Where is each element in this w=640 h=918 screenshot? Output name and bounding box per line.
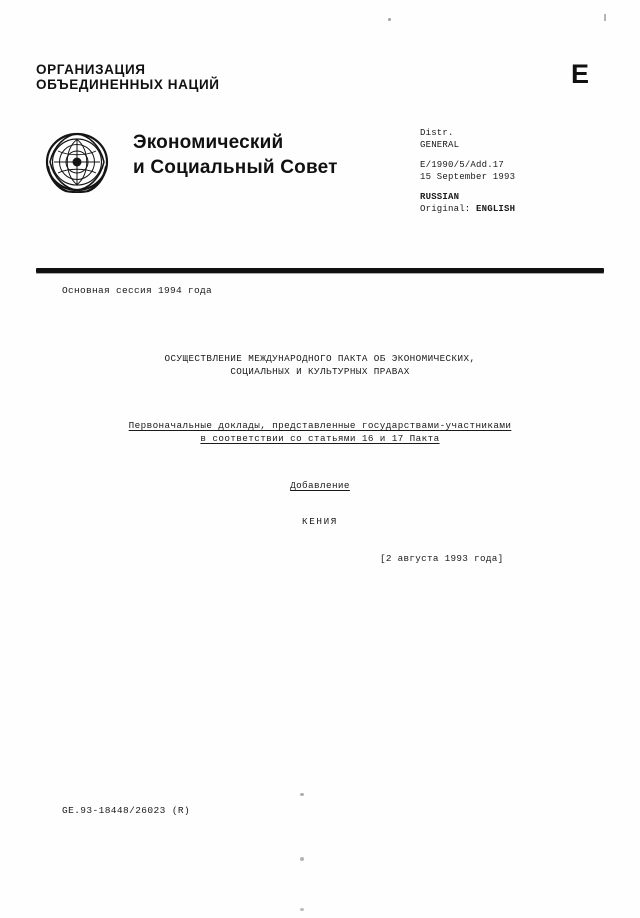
distribution-block <box>420 128 515 215</box>
main-title-line-2: СОЦИАЛЬНЫХ И КУЛЬТУРНЫХ ПРАВАХ <box>230 366 410 377</box>
original-label: Original: <box>420 203 471 214</box>
body-title-line-2: и Социальный Совет <box>133 157 338 178</box>
distr-label: Distr. <box>420 128 454 138</box>
scan-artifact-middle <box>300 793 304 796</box>
language-group <box>420 192 515 215</box>
language-value: RUSSIAN <box>420 192 460 202</box>
organization-line-2: ОБЪЕДИНЕННЫХ НАЦИЙ <box>36 77 220 92</box>
body-title-line-1: Экономический <box>133 132 284 153</box>
original-value: ENGLISH <box>476 203 516 214</box>
scan-artifact-top-right <box>604 14 606 21</box>
original-line <box>420 204 515 216</box>
distr-value: GENERAL <box>420 139 460 150</box>
subtitle-line-1-wrap <box>80 419 560 432</box>
header-divider <box>36 268 604 273</box>
session-line: Основная сессия 1994 года <box>62 285 213 296</box>
distribution-group <box>420 128 515 151</box>
job-number: GE.93-18448/26023 (R) <box>62 805 191 816</box>
body-title <box>133 130 338 180</box>
document-symbol-letter: E <box>571 59 590 89</box>
document-symbol-code: E/1990/5/Add.17 <box>420 160 505 170</box>
scan-artifact-top-left <box>388 18 391 21</box>
main-title <box>120 352 520 378</box>
addendum-label-wrap <box>230 479 410 492</box>
scan-artifact-bottom <box>300 908 304 911</box>
addendum-label: Добавление <box>290 480 350 491</box>
subtitle-line-2-wrap <box>80 432 560 445</box>
document-date: 15 September 1993 <box>420 171 516 182</box>
scan-artifact-lower <box>300 857 304 861</box>
organization-line-1: ОРГАНИЗАЦИЯ <box>36 62 146 77</box>
organization-heading <box>36 62 220 92</box>
submission-date: [2 августа 1993 года] <box>380 553 504 564</box>
country-name: КЕНИЯ <box>302 516 338 527</box>
un-emblem-icon <box>44 131 110 193</box>
symbol-group <box>420 160 515 183</box>
subtitle <box>80 419 560 445</box>
subtitle-line-1: Первоначальные доклады, представленные государствами-участниками <box>128 420 512 431</box>
main-title-line-1: ОСУЩЕСТВЛЕНИЕ МЕЖДУНАРОДНОГО ПАКТА ОБ ЭКОНОМИЧЕСКИХ, <box>164 353 476 364</box>
subtitle-line-2: в соответствии со статьями 16 и 17 Пакта <box>200 433 440 444</box>
